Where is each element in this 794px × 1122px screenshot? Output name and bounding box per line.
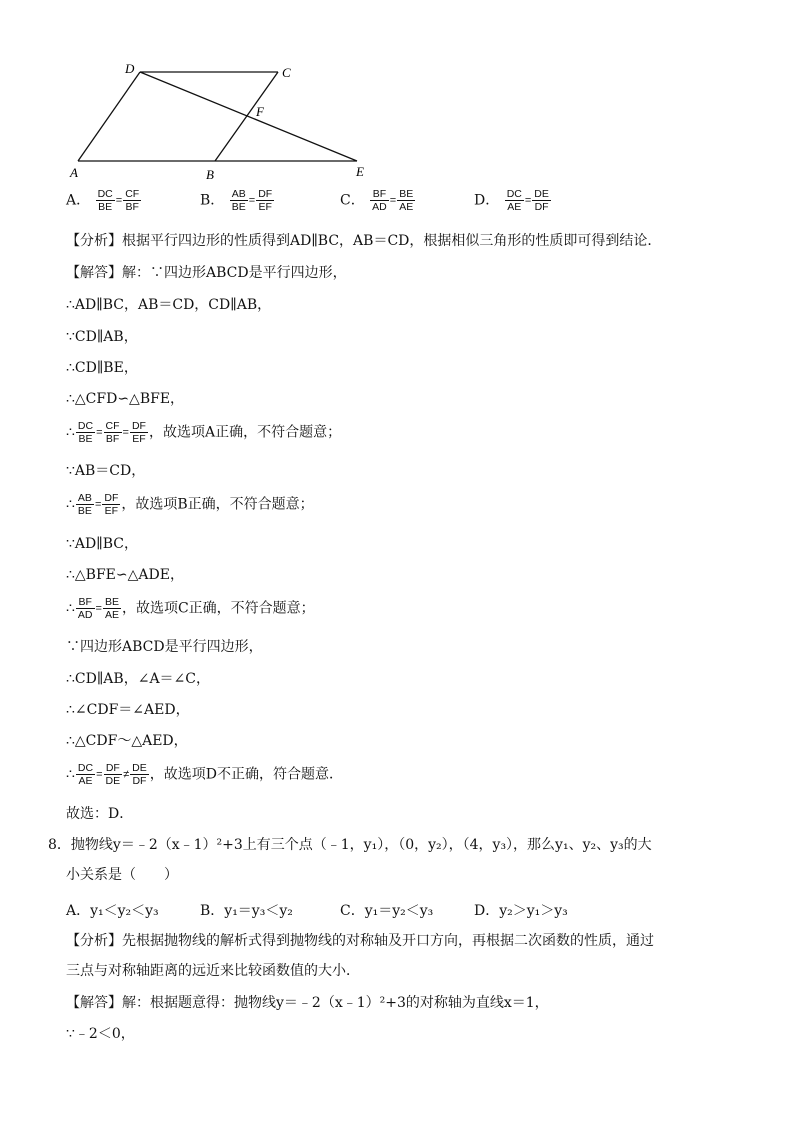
label-b: B [206, 167, 214, 182]
edge-de [140, 72, 357, 161]
q8-solution-line-2: ∵﹣2＜0， [66, 1026, 135, 1042]
label-f: F [256, 104, 264, 119]
label-e: E [356, 164, 364, 179]
q7-step-9: ∵AD∥BC， [66, 536, 138, 552]
q7-step-10: ∴△BFE∽△ADE， [66, 567, 184, 583]
label-a: A [70, 165, 78, 180]
label-d: D [125, 61, 135, 76]
edge-ad [78, 72, 140, 161]
parallelogram-figure [60, 56, 400, 186]
edge-bc [215, 72, 278, 161]
q8-stem-line-1: 8．抛物线y＝﹣2（x﹣1）²+3上有三个点（﹣1，y₁），（0，y₂），（4，y₃），那么y₁、y₂、y₃的大 [48, 837, 652, 853]
label-c: C [282, 65, 291, 80]
q7-option-c: C． $\frac{BF}{AD}$ = $\frac{BE}{AE}$ [340, 188, 414, 213]
q7-solution-line-1: 【解答】解：∵四边形ABCD是平行四边形， [66, 265, 347, 281]
q7-step-12: ∵四边形ABCD是平行四边形， [66, 639, 263, 655]
q7-solution-line-4: ∴CD∥BE， [66, 360, 138, 376]
q7-step-6: ∴ $\frac{DC}{BE}$ = $\frac{CF}{BF}$ = $\frac{DF}{EF}$ ，故选项A正确，不符合题意； [66, 420, 342, 445]
q8-analysis-line-2: 三点与对称轴距离的远近来比较函数值的大小． [66, 963, 360, 979]
q8-option-a: A．y₁＜y₂＜y₃ [66, 903, 159, 919]
q8-option-b: B．y₁＝y₃＜y₂ [200, 903, 293, 919]
q7-step-13: ∴CD∥AB，∠A＝∠C， [66, 671, 210, 687]
q7-step-8: ∴ $\frac{AB}{BE}$ = $\frac{DF}{EF}$ ，故选项B正确，不符合题意； [66, 492, 314, 517]
q7-answer: 故选：D． [66, 806, 134, 822]
q7-step-11: ∴ $\frac{BF}{AD}$ = $\frac{BE}{AE}$ ，故选项C正确，不符合题意； [66, 596, 315, 621]
q7-step-15: ∴△CDF～△AED， [66, 733, 188, 749]
q8-stem-line-2: 小关系是（ ） [66, 867, 178, 883]
q8-option-d: D．y₂＞y₁＞y₃ [474, 903, 568, 919]
q7-step-7: ∵AB＝CD， [66, 463, 146, 479]
q8-option-c: C．y₁＝y₂＜y₃ [340, 903, 434, 919]
q7-step-16: ∴ $\frac{DC}{AE}$ = $\frac{DF}{DE}$ ≠ $\frac{DE}{DF}$ ，故选项D不正确，符合题意． [66, 762, 343, 787]
q7-solution-line-3: ∵CD∥AB， [66, 329, 138, 345]
q7-analysis: 【分析】根据平行四边形的性质得到AD∥BC，AB＝CD，根据相似三角形的性质即可得到结论． [66, 233, 662, 249]
q7-option-b: B． $\frac{AB}{BE}$ = $\frac{DF}{EF}$ [200, 188, 273, 213]
q7-solution-line-2: ∴AD∥BC，AB＝CD，CD∥AB， [66, 297, 272, 313]
q8-analysis-line-1: 【分析】先根据抛物线的解析式得到抛物线的对称轴及开口方向，再根据二次函数的性质，通过 [66, 933, 654, 949]
q7-option-d: D． $\frac{DC}{AE}$ = $\frac{DE}{DF}$ [474, 188, 549, 213]
q7-solution-line-5: ∴△CFD∽△BFE， [66, 391, 185, 407]
q7-step-14: ∴∠CDF＝∠AED， [66, 702, 190, 718]
q8-solution-line-1: 【解答】解：根据题意得：抛物线y＝﹣2（x﹣1）²+3的对称轴为直线x＝1， [66, 995, 549, 1011]
q7-option-a: A． $\frac{DC}{BE}$ = $\frac{CF}{BF}$ [66, 188, 140, 213]
